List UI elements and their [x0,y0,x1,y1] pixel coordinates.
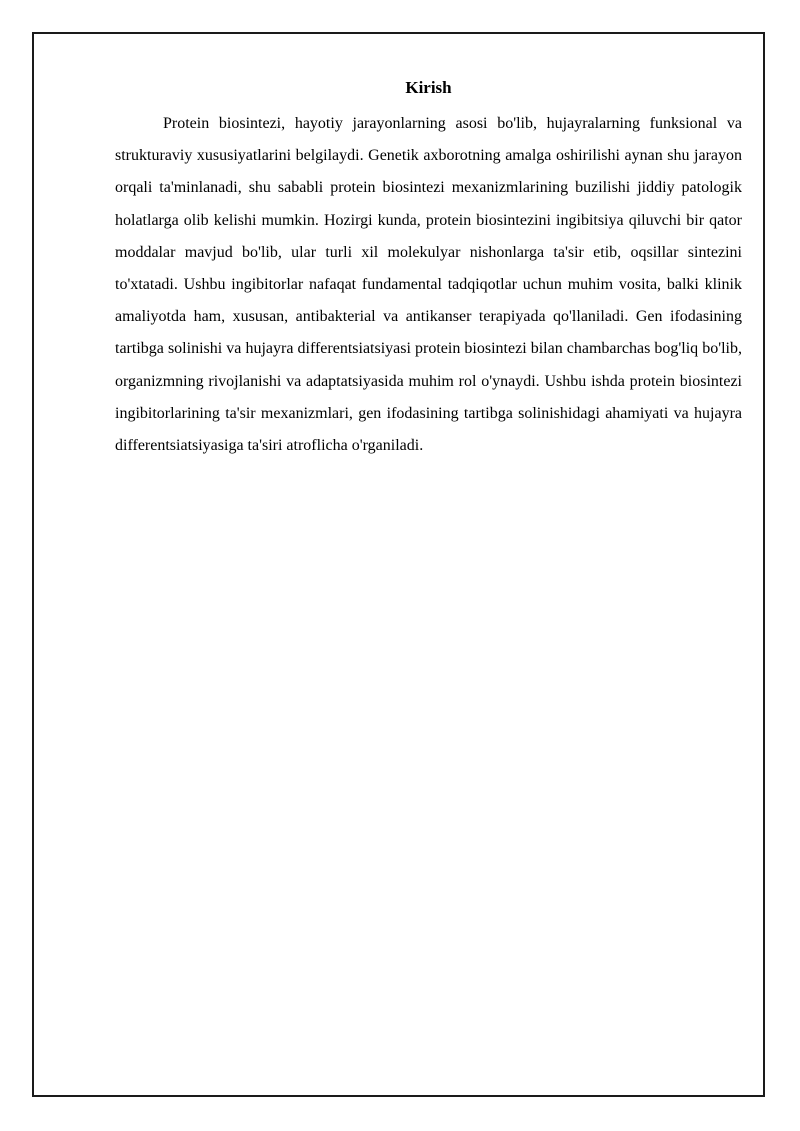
document-body [115,74,742,462]
page-title: Kirish [405,78,452,97]
intro-paragraph: Protein biosintezi, hayotiy jarayonlarning asosi bo'lib, hujayralarning funksional va strukturaviy xususiyatlarini belgilaydi. Genetik axborotning amalga oshirilishi aynan shu jarayon orqali ta'minlanadi, shu sababli protein biosintezi mexanizmlarining buzilishi jiddiy patologik holatlarga olib kelishi mumkin. Hozirgi kunda, protein biosintezini ingibitsiya qiluvchi bir qator moddalar mavjud bo'lib, ular turli xil molekulyar nishonlarga ta'sir etib, oqsillar sintezini to'xtatadi. Ushbu ingibitorlar nafaqat fundamental tadqiqotlar uchun muhim vosita, balki klinik amaliyotda ham, xususan, antibakterial va antikanser terapiyada qo'llaniladi. Gen ifodasining tartibga solinishi va hujayra differentsiatsiyasi protein biosintezi bilan chambarchas bog'liq bo'lib, organizmning rivojlanishi va adaptatsiyasida muhim rol o'ynaydi. Ushbu ishda protein biosintezi ingibitorlarining ta'sir mexanizmlari, gen ifodasining tartibga solinishidagi ahamiyati va hujayra differentsiatsiyasiga ta'siri atroflicha o'rganiladi. [115,115,742,455]
